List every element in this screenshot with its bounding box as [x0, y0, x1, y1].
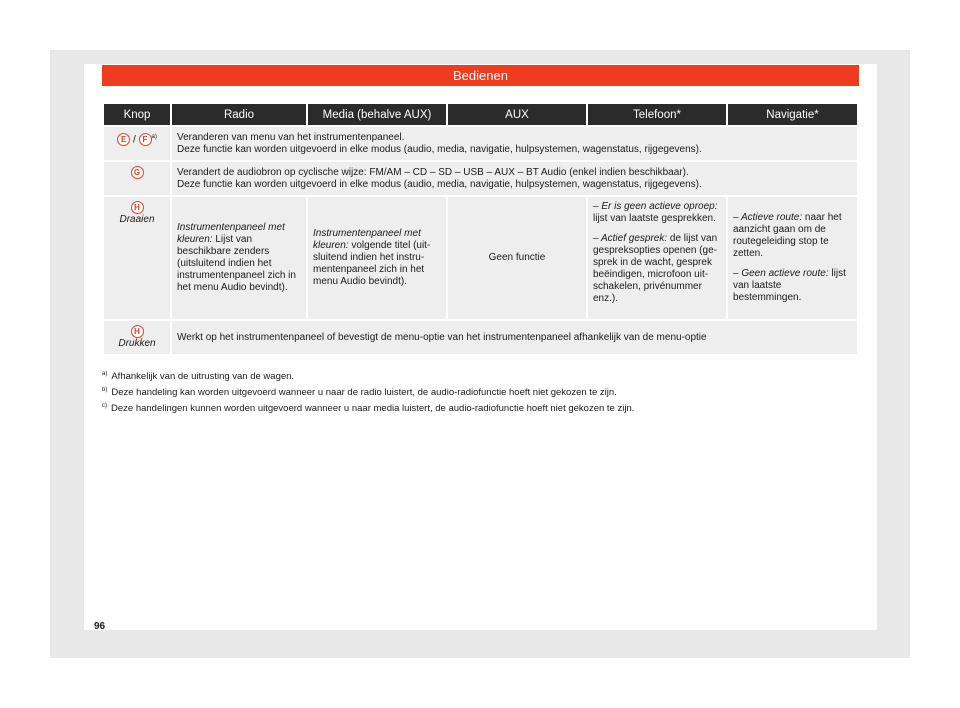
telefoon-item-label: – Actief gesprek:: [593, 233, 668, 244]
key-separator: /: [132, 134, 136, 146]
table-header-row: [104, 104, 857, 125]
key-h-icon: H: [131, 201, 144, 214]
telefoon-item: [593, 201, 721, 225]
telefoon-item: [593, 233, 721, 305]
table-row: [104, 321, 857, 354]
key-e-icon: E: [117, 133, 130, 146]
section-title: Bedienen: [102, 65, 859, 86]
description-cell: Werkt op het instrumentenpaneel of bevestigt de menu-optie van het instrumentenpaneel afhankelijk van de menu-optie: [172, 321, 857, 354]
navigatie-item-label: – Geen actieve route:: [733, 268, 829, 279]
media-text: volgende titel (uitsluitend indien het instrumentenpaneel zich in het menu Audio bevindt).: [313, 240, 431, 287]
key-h-icon: H: [131, 325, 144, 338]
footnote-ref: a): [151, 134, 157, 140]
footnote: [102, 368, 294, 383]
table-row: [104, 197, 857, 319]
navigatie-item-text: lijst van laatste bestemmingen.: [733, 268, 846, 303]
knop-cell: [104, 162, 170, 195]
telefoon-item-text: de lijst van gespreksopties openen (gesprek in de wacht, gesprek beëindigen, microfoon uitschakelen, privénummer enz.).: [593, 233, 718, 304]
description-cell: [172, 127, 857, 160]
description-line: Deze functie kan worden uitgevoerd in elke modus (audio, media, navigatie, hulpsystemen, wagenstatus, rijgegevens).: [177, 143, 702, 155]
knop-cell: [104, 197, 170, 319]
footnote: [102, 400, 634, 415]
col-knop: Knop: [104, 104, 170, 125]
footnote-mark: a): [102, 371, 108, 377]
telefoon-item-text: lijst van laatste gesprekken.: [593, 213, 716, 224]
telefoon-item-label: – Er is geen actieve oproep:: [593, 201, 718, 212]
col-aux: AUX: [448, 104, 586, 125]
navigatie-cell: [728, 197, 857, 319]
action-label: Drukken: [118, 338, 156, 350]
media-label-italic: Instrumentenpaneel met kleuren:: [313, 228, 421, 251]
controls-table: [102, 102, 859, 356]
footnote-mark: c): [102, 403, 107, 409]
col-navigatie: Navigatie*: [728, 104, 857, 125]
table-row: [104, 127, 857, 160]
description-line: Verandert de audiobron op cyclische wijze: FM/AM – CD – SD – USB – AUX – BT Audio (enkel indien beschikbaar).: [177, 166, 689, 178]
description-line: Deze functie kan worden uitgevoerd in elke modus (audio, media, navigatie, hulpsystemen, wagenstatus, rijgegevens).: [177, 178, 702, 190]
col-telefoon: Telefoon*: [588, 104, 726, 125]
radio-text: Lijst van beschikbare zenders (uitsluitend indien het instrumentenpaneel zich in het menu Audio bevindt).: [177, 234, 296, 293]
key-f-icon: F: [139, 133, 152, 146]
knop-cell: [104, 127, 170, 160]
footnote: [102, 384, 617, 399]
table-row: [104, 162, 857, 195]
col-media: Media (behalve AUX): [308, 104, 446, 125]
footnote-mark: b): [102, 387, 108, 393]
key-g-icon: G: [131, 166, 144, 179]
navigatie-item: [733, 212, 852, 260]
action-label: Draaien: [119, 214, 155, 226]
footnote-text: Afhankelijk van de uitrusting van de wagen.: [111, 371, 295, 383]
footnote-text: Deze handelingen kunnen worden uitgevoerd wanneer u naar media luistert, de audio-radiofunctie hoeft niet gekozen te zijn.: [111, 403, 635, 415]
navigatie-item: [733, 268, 852, 304]
page-number: 96: [94, 621, 106, 632]
aux-cell: Geen functie: [448, 197, 586, 319]
telefoon-cell: [588, 197, 726, 319]
radio-label-italic: Instrumentenpaneel met kleuren:: [177, 222, 285, 245]
radio-cell: [172, 197, 306, 319]
footnote-text: Deze handeling kan worden uitgevoerd wanneer u naar de radio luistert, de audio-radiofunctie hoeft niet gekozen te zijn.: [111, 387, 617, 399]
media-cell: [308, 197, 446, 319]
knop-cell: [104, 321, 170, 354]
description-line: Veranderen van menu van het instrumentenpaneel.: [177, 131, 405, 143]
navigatie-item-label: – Actieve route:: [733, 212, 803, 223]
description-cell: [172, 162, 857, 195]
navigatie-item-text: naar het aanzicht gaan om de routegeleiding stop te zetten.: [733, 212, 842, 259]
col-radio: Radio: [172, 104, 306, 125]
